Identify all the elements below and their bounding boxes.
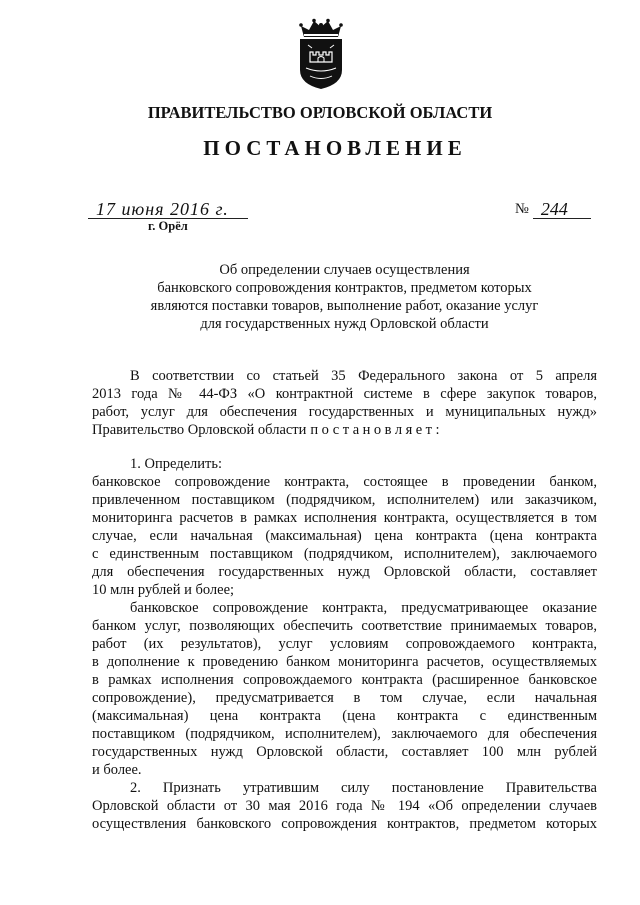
coat-of-arms-emblem: [296, 18, 346, 90]
text-line: 10 млн рублей и более;: [92, 582, 235, 598]
title-line: являются поставки товаров, выполнение работ, оказание услуг: [150, 298, 539, 314]
resolves-keyword: постановляет:: [310, 422, 444, 438]
document-date: 17 июня 2016 г.: [88, 199, 248, 219]
text-line: привлеченном поставщиком (подрядчиком, исполнителем) или заказчиком,: [92, 492, 597, 508]
title-line: банковского сопровождения контрактов, предметом которых: [157, 280, 532, 296]
text-line: с единственным поставщиком (подрядчиком, исполнителем), заключаемого: [92, 546, 597, 562]
text-line: банковское сопровождение контракта, состоящее в проведении банком,: [92, 474, 597, 490]
text-fragment: Правительство Орловской области: [92, 422, 307, 438]
text-line: (максимальная) цена контракта (цена контракта с единственным: [92, 708, 597, 724]
document-body: [92, 367, 597, 833]
document-type-heading: ПОСТАНОВЛЕНИЕ: [203, 136, 467, 160]
text-line: 2013 года № 44-ФЗ «О контрактной системе в сфере закупок товаров,: [92, 386, 597, 402]
text-line: государственных нужд Орловской области, составляет 100 млн рублей: [92, 744, 597, 760]
text-line: сопровождение), предусматривается в том случае, если начальная: [92, 690, 597, 706]
item-2: [92, 779, 597, 833]
text-line: работ, услуг для обеспечения государственных и муниципальных нужд»: [92, 404, 597, 420]
text-line: Орловской области от 30 мая 2016 года № 194 «Об определении случаев: [92, 798, 597, 814]
text-line: случае, если начальная (максимальная) цена контракта (цена контракта: [92, 528, 597, 544]
number-value: 244: [533, 199, 591, 219]
paragraph-gap: [92, 439, 597, 455]
text-line: поставщиком (подрядчиком, исполнителем), заключаемого для обеспечения: [92, 726, 597, 742]
text-line: 2. Признать утратившим силу постановление Правительства: [130, 780, 597, 796]
text-line: В соответствии со статьей 35 Федерального закона от 5 апреля: [130, 368, 597, 384]
item-1: [92, 455, 597, 779]
document-city: г. Орёл: [148, 219, 188, 233]
text-line: банковское сопровождение контракта, предусматривающее оказание: [130, 600, 597, 616]
document-title: [92, 261, 597, 333]
document-number: [515, 199, 597, 219]
text-line: для обеспечения государственных нужд Орловской области, составляет: [92, 564, 597, 580]
issuing-authority: ПРАВИТЕЛЬСТВО ОРЛОВСКОЙ ОБЛАСТИ: [147, 103, 493, 122]
title-line: для государственных нужд Орловской области: [200, 316, 489, 332]
preamble-paragraph: [92, 367, 597, 439]
number-label: №: [515, 201, 529, 217]
text-line: в рамках исполнения сопровождаемого контракта (расширенное банковское: [92, 672, 597, 688]
text-line: мониторинга расчетов в рамках исполнения контракта, осуществляется в том: [92, 510, 597, 526]
item-heading: 1. Определить:: [130, 456, 223, 472]
text-line: в дополнение к проведению банком мониторинга расчетов, осуществляемых: [92, 654, 597, 670]
title-line: Об определении случаев осуществления: [219, 262, 470, 278]
text-line: и более.: [92, 762, 142, 778]
text-line: осуществления банковского сопровождения контрактов, предметом которых: [92, 816, 597, 832]
text-line: [92, 421, 597, 439]
text-line: банком услуг, позволяющих обеспечить соответствие принимаемых товаров,: [92, 618, 597, 634]
text-line: работ (их результатов), услуг условиям сопровождаемого контракта,: [92, 636, 597, 652]
